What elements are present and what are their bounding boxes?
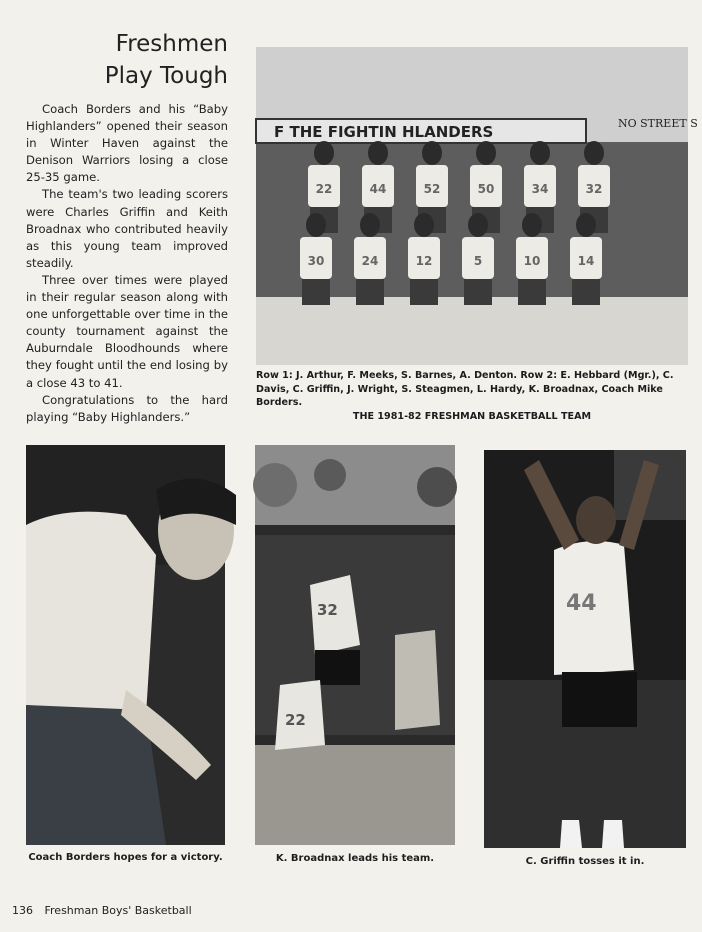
title-line-2: Play Tough: [104, 63, 228, 89]
title-line-1: Freshmen: [115, 31, 228, 57]
jersey-number: 34: [531, 182, 549, 196]
jersey-number: 14: [577, 254, 595, 268]
page-number: 136: [12, 904, 33, 917]
page-title: [60, 28, 228, 92]
story-paragraph: The team's two leading scorers were Charles Griffin and Keith Broadnax who contributed heavily as this young team improved steadily.: [26, 187, 228, 270]
team-photo-caption: [256, 369, 688, 423]
broadnax-photo-caption: K. Broadnax leads his team.: [275, 853, 435, 864]
page-footer: [12, 904, 200, 917]
jersey-number-32: 32: [317, 601, 338, 619]
jersey-number: 32: [585, 182, 603, 196]
jersey-number-44: 44: [566, 591, 597, 616]
griffin-photo: [484, 450, 686, 848]
griffin-photo-graphic: [484, 450, 686, 848]
story-paragraph: Three over times were played in their regular season along with one unforgettable over time in the county tournament against the Auburndale Bloodhounds where they fought until the end losing by a close 43 to 41.: [26, 272, 228, 390]
griffin-photo-caption: C. Griffin tosses it in.: [525, 856, 645, 867]
broadnax-photo: [255, 445, 455, 845]
section-name: Freshman Boys' Basketball: [44, 904, 192, 917]
jersey-number: 30: [307, 254, 325, 268]
coach-photo: [26, 445, 225, 845]
team-photo-graphic: [256, 47, 698, 365]
jersey-number: 12: [415, 254, 433, 268]
team-roster-caption: Row 1: J. Arthur, F. Meeks, S. Barnes, A. Denton. Row 2: E. Hebbard (Mgr.), C. Davis, C. Griffin, J. Wright, S. Steagmen, L. Hardy, K. Broadnax, Coach Mike Borders.: [256, 370, 674, 408]
team-photo: [256, 47, 698, 365]
jersey-number: 5: [473, 254, 483, 268]
story-paragraph: Coach Borders and his “Baby Highlanders” opened their season in Winter Haven against the Denison Warriors losing a close 25-35 game.: [26, 102, 228, 185]
team-photo-title: THE 1981-82 FRESHMAN BASKETBALL TEAM: [352, 410, 592, 422]
jersey-number: 10: [523, 254, 541, 268]
broadnax-photo-graphic: [255, 445, 455, 845]
team-banner-text: F THE FIGHTIN HLANDERS: [274, 123, 494, 141]
jersey-number: 44: [369, 182, 387, 196]
jersey-number-22: 22: [285, 711, 306, 729]
jersey-number: 22: [315, 182, 333, 196]
story-text: [26, 101, 228, 426]
story-paragraph: Congratulations to the hard playing “Baby Highlanders.”: [26, 392, 228, 424]
coach-photo-caption: Coach Borders hopes for a victory.: [28, 852, 223, 863]
jersey-number: 24: [361, 254, 379, 268]
wall-sign-text: NO STREET S: [618, 117, 698, 130]
jersey-number: 50: [477, 182, 495, 196]
coach-photo-graphic: [26, 445, 225, 845]
jersey-number: 52: [423, 182, 441, 196]
